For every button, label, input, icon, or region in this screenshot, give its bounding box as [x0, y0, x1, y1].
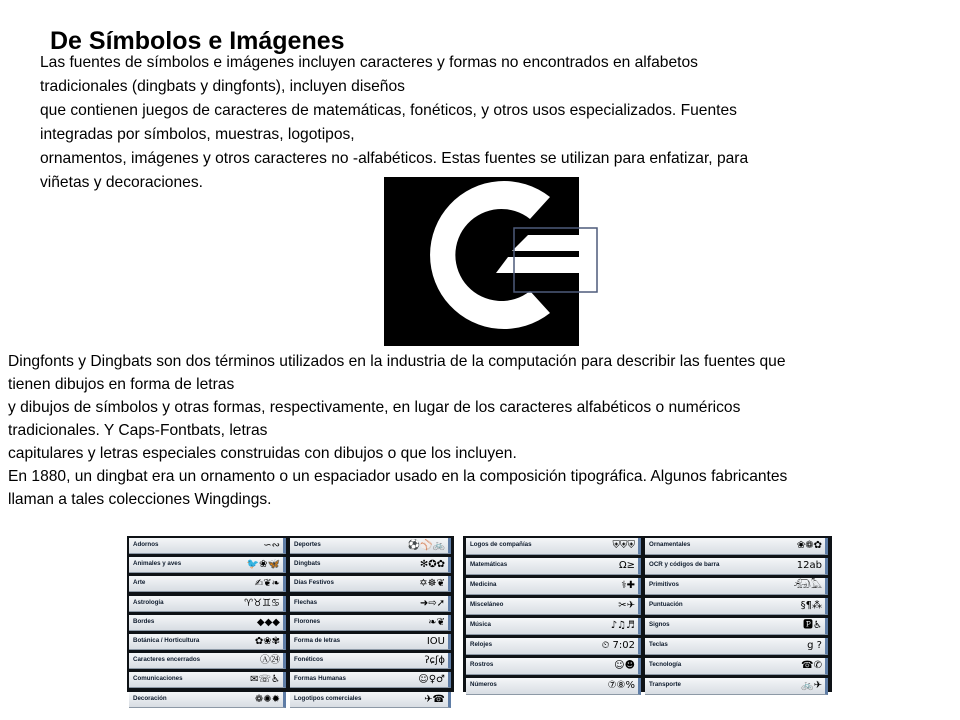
category-row: [290, 692, 451, 708]
category-symbols: ⚽⚾🚲: [407, 540, 445, 551]
category-symbols: 🅿♿: [803, 620, 822, 631]
category-row: [129, 557, 286, 573]
category-row: [129, 596, 286, 612]
font-categories-panel-left: [127, 536, 454, 705]
category-row: [645, 538, 828, 555]
category-row: [466, 578, 641, 595]
category-symbols: Ω≥: [618, 560, 635, 571]
category-label: Días Festivos: [294, 579, 334, 587]
category-label: Medicina: [470, 581, 497, 588]
dingfonts-line: y dibujos de símbolos y otras formas, respectivamente, en lugar de los caracteres alfabéticos o numéricos: [8, 399, 741, 416]
category-symbols: ⚕✚: [621, 580, 635, 591]
category-symbols: ⑦⑧%: [607, 680, 635, 691]
category-symbols: ✉☏♿: [250, 674, 280, 686]
category-label: Transporte: [649, 681, 681, 688]
category-column: [466, 538, 641, 698]
category-label: Forma de letras: [294, 636, 341, 644]
category-symbols: 12ab: [796, 560, 822, 571]
category-symbols: IOU: [426, 635, 445, 647]
category-label: Ornamentales: [649, 541, 691, 548]
category-symbols: 𓃰𓅓: [793, 580, 822, 591]
category-label: Deportes: [294, 541, 321, 548]
category-row: [645, 658, 828, 675]
category-symbols: ⏲ 7:02: [601, 640, 635, 651]
category-symbols: ⛨⛨⛨: [612, 540, 635, 551]
dingfonts-line: llaman a tales colecciones Wingdings.: [8, 491, 272, 508]
category-symbols: ∽∾: [263, 540, 280, 551]
category-symbols: ◆◆◆: [256, 616, 280, 628]
category-symbols: ☎✆: [801, 660, 822, 671]
category-symbols: ✍❦❧: [254, 578, 280, 590]
category-label: Logotipos comerciales: [294, 694, 362, 702]
category-symbols: ✡☸❦: [419, 578, 445, 590]
category-symbols: Ⓐ㉔: [260, 655, 280, 667]
category-symbols: ✿❀✾: [254, 635, 280, 647]
dingfonts-line: tienen dibujos en forma de letras: [8, 376, 235, 393]
category-symbols: ✈☎: [424, 693, 445, 705]
category-row: [290, 615, 451, 631]
category-row: [290, 672, 451, 688]
category-row: [466, 638, 641, 655]
category-label: Comunicaciones: [133, 675, 183, 683]
intro-line: Las fuentes de símbolos e imágenes incluyen caracteres y formas no encontrados en alfabetos: [40, 54, 698, 71]
category-row: [129, 576, 286, 592]
category-row: [466, 618, 641, 635]
category-symbols: 🐦❀🦋: [246, 559, 280, 571]
category-label: Arte: [133, 579, 146, 587]
category-label: Flechas: [294, 598, 318, 606]
category-row: [290, 576, 451, 592]
category-row: [129, 692, 286, 708]
category-row: [290, 634, 451, 650]
intro-line: integradas por símbolos, muestras, logotipos,: [40, 126, 355, 143]
dingfonts-line: Dingfonts y Dingbats son dos términos utilizados en la industria de la computación para describir las fuentes que: [8, 353, 786, 370]
category-label: Tecnología: [649, 661, 682, 668]
intro-line: que contienen juegos de caracteres de matemáticas, fonéticos, y otros usos especializados. Fuentes: [40, 102, 737, 119]
intro-line: viñetas y decoraciones.: [40, 174, 203, 191]
category-label: Dingbats: [294, 560, 321, 568]
category-label: Animales y aves: [133, 560, 182, 568]
category-row: [466, 538, 641, 555]
category-column: [129, 538, 286, 711]
category-symbols: g ?: [807, 640, 822, 651]
category-symbols: ♈♉♊♋: [244, 597, 280, 609]
category-label: Logos de compañías: [470, 541, 532, 548]
category-row: [290, 538, 451, 554]
category-label: Teclas: [649, 641, 668, 648]
category-symbols: ❧❦: [428, 616, 445, 628]
category-label: Signos: [649, 621, 670, 628]
category-label: Formas Humanas: [294, 675, 346, 683]
dingbat-logo-image: [384, 177, 601, 346]
intro-line: ornamentos, imágenes y otros caracteres no -alfabéticos. Estas fuentes se utilizan para enfatizar, para: [40, 150, 749, 167]
category-label: Números: [470, 681, 497, 688]
category-symbols: §¶⁂: [800, 600, 822, 611]
dingfonts-line: tradicionales. Y Caps-Fontbats, letras: [8, 422, 268, 439]
intro-paragraph: [40, 51, 920, 195]
category-row: [129, 538, 286, 554]
category-label: Misceláneo: [470, 601, 504, 608]
category-symbols: ☺♀♂: [418, 674, 445, 686]
category-label: Bordes: [133, 617, 155, 625]
category-label: Fonéticos: [294, 656, 324, 664]
page-title: De Símbolos e Imágenes: [50, 27, 345, 55]
category-row: [466, 598, 641, 615]
category-label: Música: [470, 621, 491, 628]
category-label: Astrología: [133, 598, 164, 606]
intro-line: tradicionales (dingbats y dingfonts), incluyen diseños: [40, 78, 405, 95]
category-row: [129, 615, 286, 631]
category-row: [466, 678, 641, 695]
category-row: [645, 618, 828, 635]
dingfonts-line: capitulares y letras especiales construidas con dibujos o que los incluyen.: [8, 445, 517, 462]
category-column: [290, 538, 451, 711]
category-label: Caracteres encerrados: [133, 656, 201, 664]
category-symbols: ʔɕʃɸ: [424, 655, 445, 667]
category-row: [466, 558, 641, 575]
category-symbols: ❁✺✹: [254, 693, 280, 705]
category-row: [290, 653, 451, 669]
category-label: Relojes: [470, 641, 493, 648]
dingfonts-line: En 1880, un dingbat era un ornamento o un espaciador usado en la composición tipográfica. Algunos fabricantes: [8, 468, 788, 485]
category-row: [290, 596, 451, 612]
category-symbols: ➜⇨➚: [419, 597, 445, 609]
category-label: Decoración: [133, 694, 167, 702]
category-symbols: ✻✪✿: [419, 559, 445, 571]
category-row: [645, 678, 828, 695]
category-label: Botánica / Horticultura: [133, 636, 200, 644]
category-row: [290, 557, 451, 573]
category-row: [645, 578, 828, 595]
category-symbols: ✂✈: [618, 600, 635, 611]
category-column: [645, 538, 828, 698]
category-label: OCR y códigos de barra: [649, 561, 720, 568]
category-symbols: ♪♫♬: [610, 620, 635, 631]
category-row: [129, 634, 286, 650]
category-row: [466, 658, 641, 675]
category-label: Florones: [294, 617, 321, 625]
category-label: Primitivos: [649, 581, 679, 588]
dingfonts-paragraph: [8, 350, 953, 511]
category-row: [645, 558, 828, 575]
category-label: Rostros: [470, 661, 494, 668]
category-symbols: ☺☻: [614, 660, 635, 671]
category-symbols: 🚲✈: [801, 680, 822, 691]
category-row: [129, 653, 286, 669]
category-symbols: ❀❁✿: [796, 540, 822, 551]
category-row: [645, 638, 828, 655]
category-label: Matemáticas: [470, 561, 508, 568]
category-label: Puntuación: [649, 601, 683, 608]
category-row: [129, 672, 286, 688]
category-label: Adornos: [133, 541, 159, 548]
font-categories-panel-right: [463, 536, 832, 692]
category-row: [645, 598, 828, 615]
